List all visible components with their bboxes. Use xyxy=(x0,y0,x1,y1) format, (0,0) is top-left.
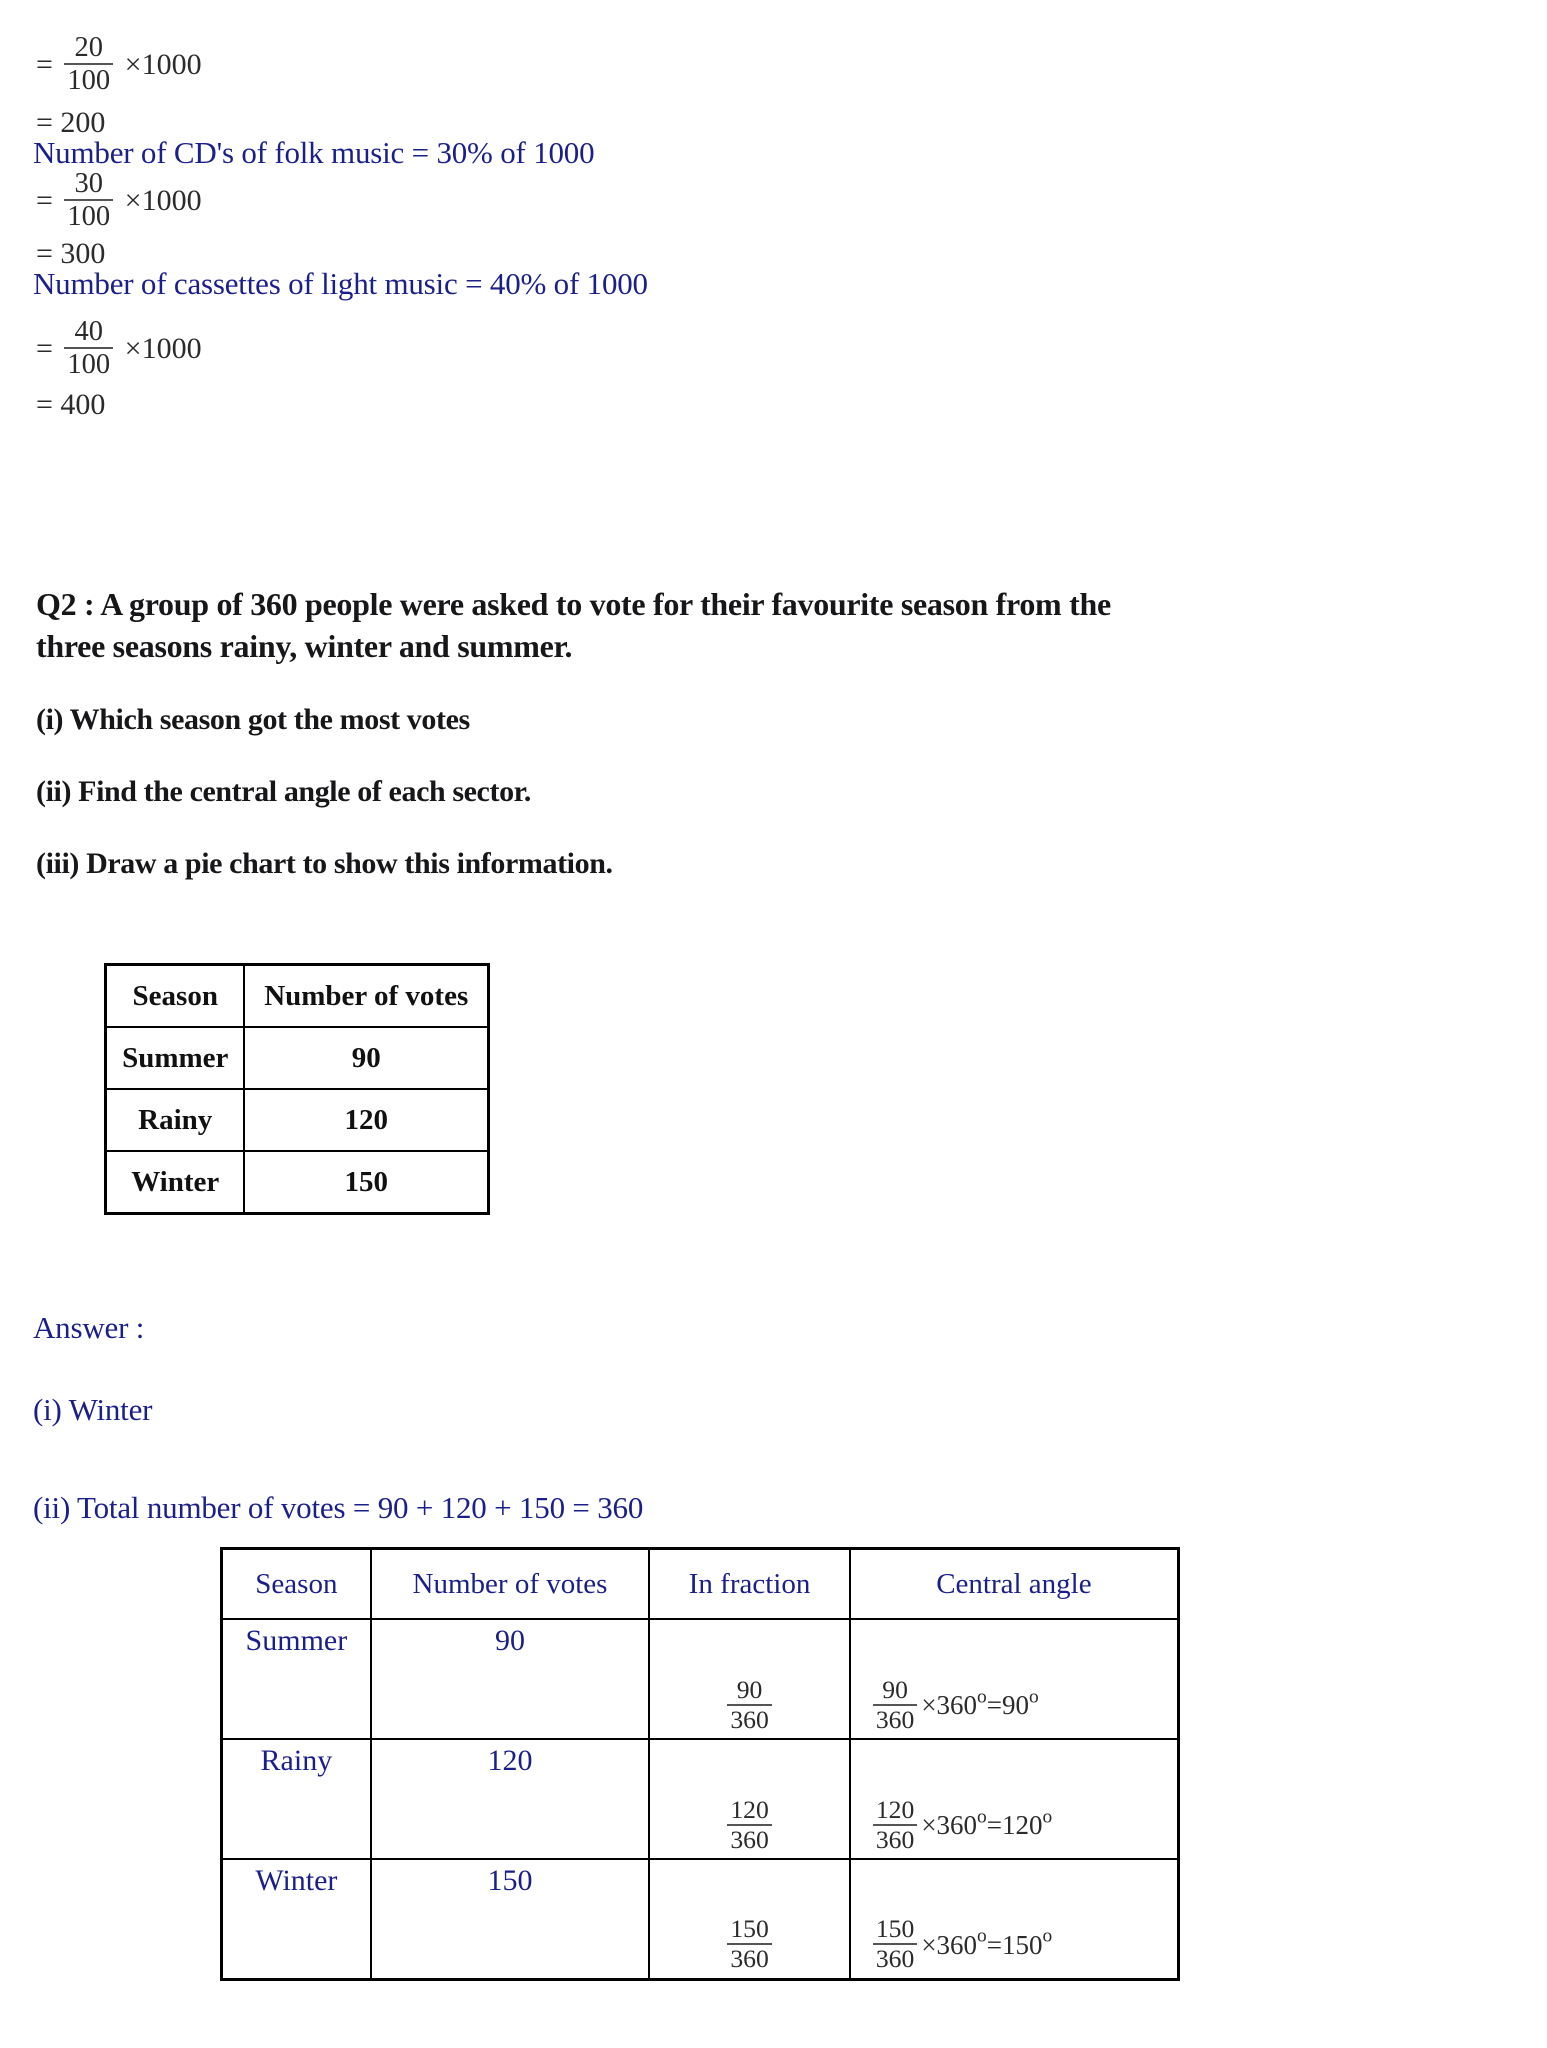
table-row xyxy=(222,1739,1179,1859)
fraction xyxy=(873,1916,917,1972)
cell-central-angle-winter xyxy=(850,1859,1179,1979)
question-heading-line-2: three seasons rainy, winter and summer. xyxy=(36,627,573,664)
fraction-numerator: 120 xyxy=(875,1794,915,1824)
cell-season-winter: Winter xyxy=(106,1151,245,1214)
angle-result: 120 xyxy=(1002,1810,1043,1841)
angle-multiplier: ×360 xyxy=(921,1690,978,1721)
cell-votes-winter: 150 xyxy=(244,1151,488,1214)
cell-season-summer: Summer xyxy=(222,1619,371,1739)
angle-equals: = xyxy=(986,1690,1002,1721)
column-header-in-fraction: In fraction xyxy=(649,1549,850,1620)
cell-votes-rainy: 120 xyxy=(244,1089,488,1151)
cell-season-rainy: Rainy xyxy=(106,1089,245,1151)
fraction-denominator: 100 xyxy=(67,201,111,233)
equals-sign: = xyxy=(36,48,53,82)
degree-symbol: o xyxy=(1029,1686,1039,1708)
fraction-denominator: 360 xyxy=(730,1824,769,1854)
fraction-numerator: 20 xyxy=(74,32,104,63)
fraction xyxy=(727,1916,771,1972)
angle-result: 90 xyxy=(1002,1690,1029,1721)
question-part-ii: (ii) Find the central angle of each sector. xyxy=(36,775,531,808)
fraction-numerator: 90 xyxy=(736,1674,763,1704)
math-expression-30-over-100 xyxy=(36,170,202,232)
fraction xyxy=(64,33,113,95)
degree-symbol: o xyxy=(1042,1925,1053,1947)
question-part-i: (i) Which season got the most votes xyxy=(36,703,470,736)
cell-season-winter: Winter xyxy=(222,1859,371,1979)
cell-votes-summer: 90 xyxy=(244,1027,488,1089)
column-header-number-of-votes: Number of votes xyxy=(371,1549,649,1620)
fraction-numerator: 150 xyxy=(875,1914,915,1944)
statement-folk-music: Number of CD's of folk music = 30% of 1000 xyxy=(33,135,595,170)
equals-sign: = xyxy=(36,184,53,218)
angle-multiplier: ×360 xyxy=(921,1929,978,1960)
cell-fraction-summer xyxy=(649,1619,850,1739)
cell-votes-summer: 90 xyxy=(371,1619,649,1739)
fraction-denominator: 100 xyxy=(67,349,111,381)
math-expression-20-over-100 xyxy=(36,34,202,96)
cell-season-summer: Summer xyxy=(106,1027,245,1089)
math-result-400: = 400 xyxy=(36,388,106,421)
multiplier: ×1000 xyxy=(124,184,202,218)
fraction-denominator: 100 xyxy=(67,65,111,97)
fraction xyxy=(727,1794,771,1854)
column-header-central-angle: Central angle xyxy=(850,1549,1179,1620)
fraction-numerator: 30 xyxy=(74,168,104,199)
angle-multiplier: ×360 xyxy=(921,1810,978,1841)
fraction xyxy=(64,317,113,379)
table-row xyxy=(222,1859,1179,1979)
math-expression-40-over-100 xyxy=(36,318,202,380)
fraction xyxy=(727,1674,771,1734)
angle-equals: = xyxy=(986,1929,1002,1960)
fraction-denominator: 360 xyxy=(875,1944,915,1974)
question-heading xyxy=(36,584,1516,667)
answer-label: Answer : xyxy=(33,1310,145,1345)
question-heading-line-1: Q2 : A group of 360 people were asked to vote for their favourite season from the xyxy=(36,586,1111,622)
degree-symbol: o xyxy=(977,1806,987,1828)
cell-fraction-rainy xyxy=(649,1739,850,1859)
question-part-iii: (iii) Draw a pie chart to show this information. xyxy=(36,847,613,880)
multiplier: ×1000 xyxy=(124,332,202,366)
cell-central-angle-summer xyxy=(850,1619,1179,1739)
central-angle-table xyxy=(220,1547,1180,1981)
question-data-table xyxy=(104,963,490,1215)
table-row xyxy=(106,1089,489,1151)
column-header-number-of-votes: Number of votes xyxy=(244,965,488,1028)
degree-symbol: o xyxy=(977,1925,987,1947)
column-header-season: Season xyxy=(106,965,245,1028)
answer-part-i: (i) Winter xyxy=(33,1392,153,1427)
angle-equals: = xyxy=(986,1810,1002,1841)
fraction-numerator: 90 xyxy=(882,1674,908,1704)
fraction-denominator: 360 xyxy=(730,1944,769,1974)
fraction-numerator: 40 xyxy=(74,316,104,347)
cell-central-angle-rainy xyxy=(850,1739,1179,1859)
fraction xyxy=(873,1674,917,1734)
cell-season-rainy: Rainy xyxy=(222,1739,371,1859)
table-row xyxy=(106,1151,489,1214)
fraction-numerator: 120 xyxy=(730,1794,769,1824)
fraction xyxy=(873,1794,917,1854)
cell-fraction-winter xyxy=(649,1859,850,1979)
fraction-numerator: 150 xyxy=(730,1914,769,1944)
column-header-season: Season xyxy=(222,1549,371,1620)
table-header-row xyxy=(106,965,489,1028)
table-header-row xyxy=(222,1549,1179,1620)
table-row xyxy=(222,1619,1179,1739)
fraction-denominator: 360 xyxy=(875,1824,915,1854)
degree-symbol: o xyxy=(1042,1806,1053,1828)
answer-part-ii: (ii) Total number of votes = 90 + 120 + 150 = 360 xyxy=(33,1490,644,1525)
degree-symbol: o xyxy=(977,1686,987,1708)
multiplier: ×1000 xyxy=(124,48,202,82)
fraction-denominator: 360 xyxy=(730,1704,769,1734)
angle-result: 150 xyxy=(1002,1929,1043,1960)
math-result-200: = 200 xyxy=(36,106,106,139)
fraction-denominator: 360 xyxy=(875,1704,915,1734)
fraction xyxy=(64,169,113,231)
table-row xyxy=(106,1027,489,1089)
cell-votes-rainy: 120 xyxy=(371,1739,649,1859)
statement-light-music: Number of cassettes of light music = 40% of 1000 xyxy=(33,266,648,301)
cell-votes-winter: 150 xyxy=(371,1859,649,1979)
math-result-300: = 300 xyxy=(36,237,106,270)
equals-sign: = xyxy=(36,332,53,366)
